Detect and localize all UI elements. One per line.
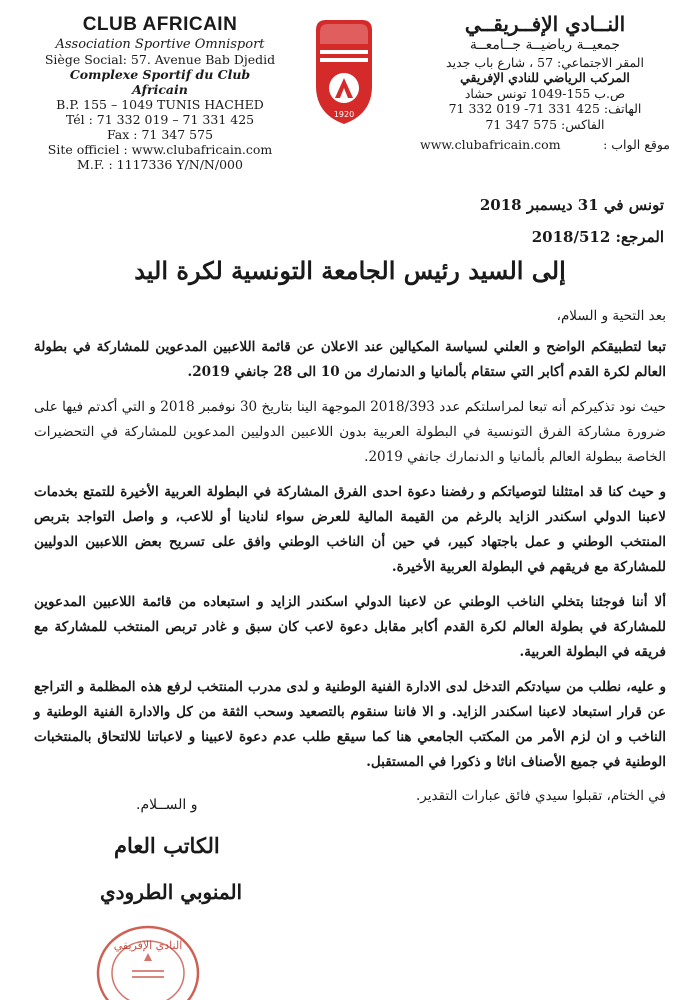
french-letterhead <box>40 14 280 172</box>
club-name-fr: CLUB AFRICAIN <box>82 14 238 35</box>
address-ar: المقر الاجتماعي: 57 ، شارع باب جديد <box>446 54 644 70</box>
complex-ar: المركب الرياضي للنادي الإفريقي <box>460 70 630 86</box>
letter-date: تونس في 31 ديسمبر 2018 <box>479 196 664 214</box>
signatory-name: المنوبي الطرودي <box>100 880 243 904</box>
paragraph-4: ألا أننا فوجئنا بتخلي الناخب الوطني عن لاعبنا الدولي اسكندر الزايد و استبعاده من قائمة اللاعبين المدعوين للمشاركة في بطولة العالم لكرة القدم أكابر مقابل دعوة لاعب كان سبق و غادر تربص المنتخب للمشاركة مع فريقه في البطولة العربية. <box>34 593 666 660</box>
club-logo <box>312 16 376 128</box>
club-name-ar: النــادي الإفــريقــي <box>464 12 626 36</box>
association-fr: Association Sportive Omnisport <box>55 36 265 52</box>
association-ar: جمعيــة رياضيــة جــامعــة <box>469 37 621 53</box>
po-box-fr: B.P. 155 – 1049 TUNIS HACHED <box>56 97 264 113</box>
fax-ar: الفاكس: 575 347 71 <box>485 117 605 132</box>
website-fr: Site officiel : www.clubafricain.com <box>47 142 273 158</box>
paragraph-closing: في الختام، تقبلوا سيدي فائق عبارات التقدير. <box>416 788 666 805</box>
website-ar: www.clubafricain.com <box>420 136 561 152</box>
paragraph-2: حيث نود تذكيركم أنه تبعا لمراسلتكم عدد 2018/393 الموجهة الينا بتاريخ 30 نوفمبر 2018 و التي أكدتم فيها على ضرورة مشاركة الفرق التونسية في البطولة العربية بدون اللاعبين الدوليين المدعوين للمشاركة في التحضيرات الخاصة ببطولة العالم بألمانيا و الدنمارك جانفي 2019. <box>34 398 666 465</box>
closing-salutation: و الســلام. <box>136 797 198 813</box>
website-label-ar: موقع الواب : <box>603 136 670 152</box>
letter-body <box>34 304 666 819</box>
arabic-letterhead <box>420 12 670 152</box>
po-box-ar: ص.ب 155-1049 تونس حشاد <box>464 85 626 101</box>
complex-fr: Complexe Sportif du Club Africain <box>69 67 251 98</box>
letter-recipient: إلى السيد رئيس الجامعة التونسية لكرة اليد <box>134 256 566 285</box>
official-stamp <box>92 915 204 1000</box>
logo-year: 1920 <box>333 110 355 119</box>
paragraph-5: و عليه، نطلب من سيادتكم التدخل لدى الادارة الفنية الوطنية و لدى مدرب المنتخب لرفع هذه المظلمة و التراجع عن قرار استبعاد لاعبنا اسكندر الزايد. و الا فاننا سنقوم بالتصعيد وسحب الثقة من كل والادارة الفنية الوطنية و الناخب و ان لزم الأمر من المكتب الجامعي هنا كما سيقع طلب عدم دعوة لاعبينا و لاعباتنا للالتحاق بالمنتخبات الوطنية في جميع الأصناف اناثا و ذكورا في المستقبل. <box>34 678 666 770</box>
paragraph-3: و حيث كنا قد امتثلنا لتوصياتكم و رفضنا دعوة احدى الفرق المشاركة في البطولة العربية الأخيرة للتمتع بخدمات لاعبنا الدولي اسكندر الزايد بالرغم من القيمة المالية للعرض سواء لنادينا أو للاعب، و واصل التواجد بتربص المنتخب الوطني و عمل باجتهاد كبير، في حين أن الناخب الوطني وافق على تسريح بعض اللاعبين الدوليين للمشاركة مع فريقهم في البطولة العربية الأخيرة. <box>34 483 666 575</box>
tax-id-fr: M.F. : 1117336 Y/N/N/000 <box>77 157 243 173</box>
website-ar-row <box>420 137 670 153</box>
paragraph-1: تبعا لتطبيقكم الواضح و العلني لسياسة المكيالين عند الاعلان عن قائمة اللاعبين المدعوين للمشاركة في بطولة العالم لكرة القدم أكابر التي ستقام بألمانيا و الدنمارك من 10 الى 28 جانفي 2019. <box>34 338 666 380</box>
stamp-text: النادي الإفريقي <box>113 939 183 952</box>
fax-fr: Fax : 71 347 575 <box>106 127 214 143</box>
phone-ar: الهاتف: 425 331 71- 019 332 71 <box>448 101 642 117</box>
letter-reference: المرجع: 2018/512 <box>531 228 664 246</box>
address-fr: Siège Social: 57. Avenue Bab Djedid <box>44 52 276 68</box>
phone-fr: Tél : 71 332 019 – 71 331 425 <box>65 112 255 128</box>
signatory-title: الكاتب العام <box>114 833 220 858</box>
greeting: بعد التحية و السلام، <box>556 308 666 324</box>
